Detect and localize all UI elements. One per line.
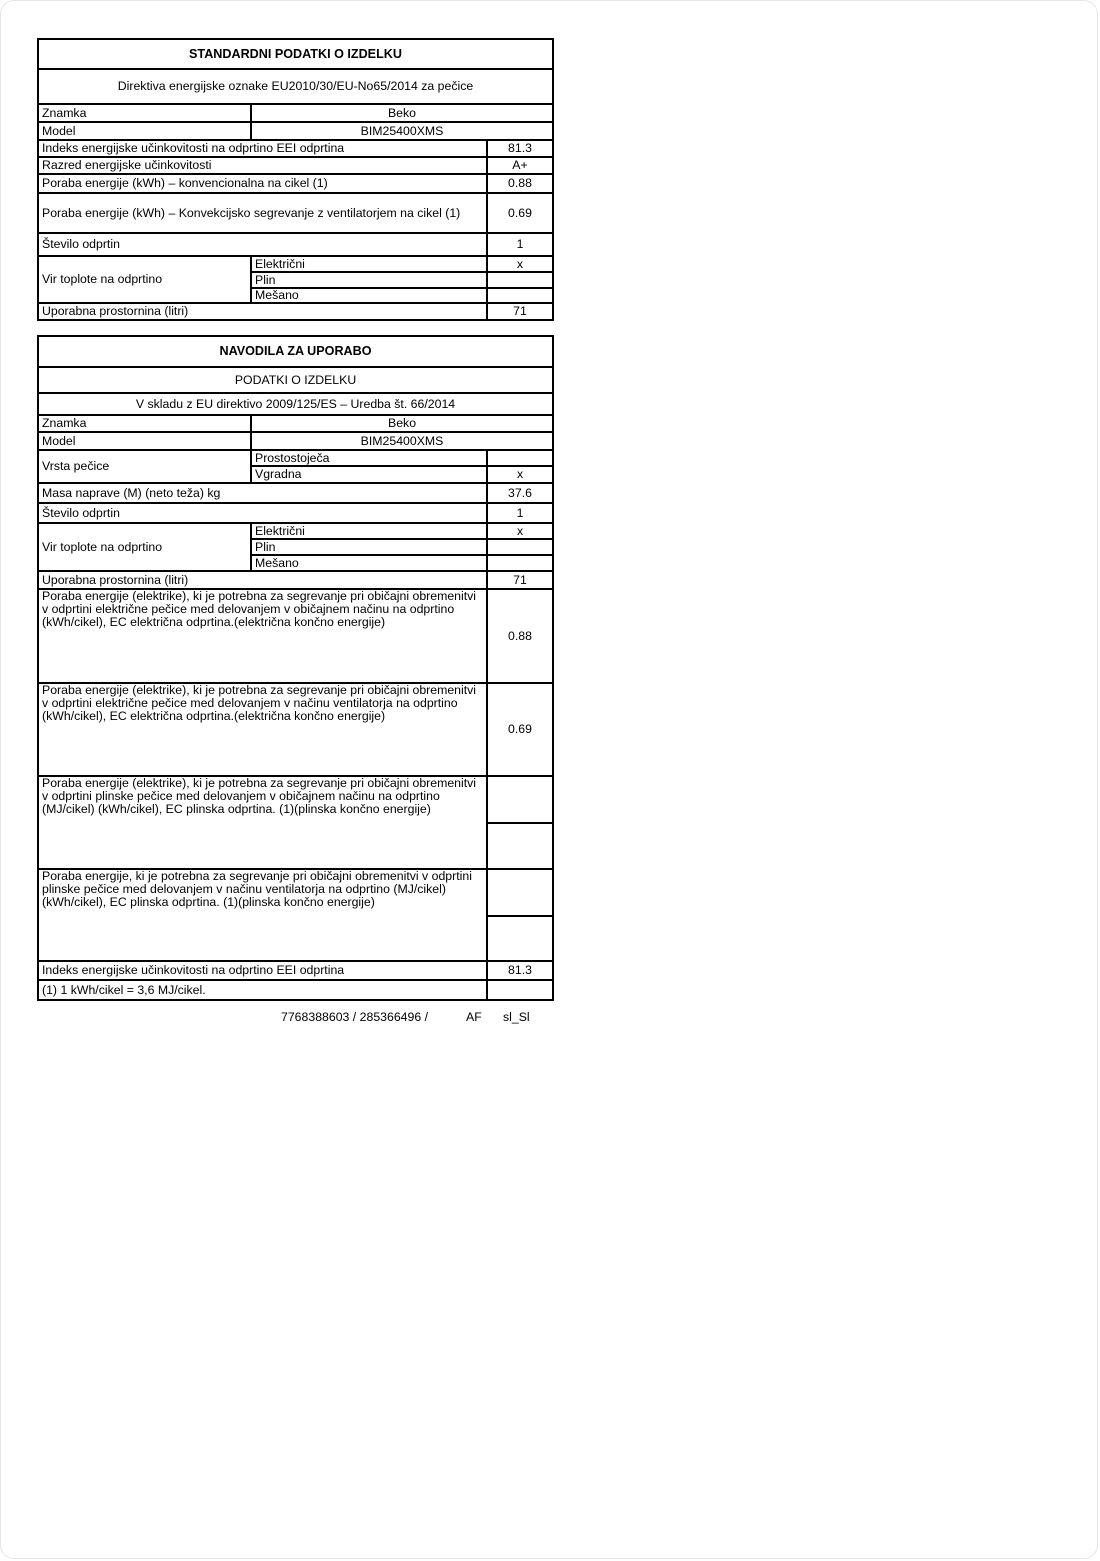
volume-value: 71 <box>487 303 553 320</box>
brand-label: Znamka <box>38 415 251 432</box>
footnote-value <box>487 980 553 1000</box>
ec-electric-conventional-label: Poraba energije (elektrike), ki je potrebna za segrevanje pri običajni obremenitvi v odprtini električne pečice med delovanjem v običajnem načinu na odprtino (kWh/cikel), EC električna odprtina.(električna končno energije) <box>38 589 487 683</box>
model-label: Model <box>38 122 251 140</box>
volume-label: Uporabna prostornina (litri) <box>38 571 487 589</box>
oven-type-freestanding-mark <box>487 450 553 466</box>
heat-source-gas: Plin <box>251 539 487 555</box>
heat-source-electric: Električni <box>251 523 487 539</box>
heat-source-mixed-mark <box>487 555 553 571</box>
fan-consumption-value: 0.69 <box>487 193 553 233</box>
fan-consumption-label: Poraba energije (kWh) – Konvekcijsko segrevanje z ventilatorjem na cikel (1) <box>38 193 487 233</box>
ec-electric-fan-label: Poraba energije (elektrike), ki je potrebna za segrevanje pri običajni obremenitvi v odprtini električne pečice med delovanjem v načinu ventilatorja na odprtino (kWh/cikel), EC električna odprtina.(električna končno energije) <box>38 683 487 776</box>
model-value: BIM25400XMS <box>251 432 553 450</box>
instructions-title: NAVODILA ZA UPORABO <box>38 336 553 367</box>
ec-gas-fan-kwh-value <box>487 916 553 961</box>
cavities-label: Število odprtin <box>38 233 487 256</box>
heat-source-gas-mark <box>487 272 553 288</box>
eei-value: 81.3 <box>487 961 553 980</box>
ec-gas-fan-label: Poraba energije, ki je potrebna za segrevanje pri običajni obremenitvi v odprtini plinske pečice med delovanjem v načinu ventilatorja na odprtino (MJ/cikel) (kWh/cikel), EC plinska odprtina. (1)(plinska končno energije) <box>38 869 487 961</box>
heat-source-electric-mark: x <box>487 256 553 272</box>
mass-label: Masa naprave (M) (neto teža) kg <box>38 483 487 503</box>
energy-class-label: Razred energijske učinkovitosti <box>38 157 487 174</box>
eei-label: Indeks energijske učinkovitosti na odprtino EEI odprtina <box>38 961 487 980</box>
model-label: Model <box>38 432 251 450</box>
cavities-value: 1 <box>487 503 553 523</box>
ec-gas-conventional-kwh-value <box>487 823 553 869</box>
volume-value: 71 <box>487 571 553 589</box>
standard-directive: Direktiva energijske oznake EU2010/30/EU-No65/2014 za pečice <box>38 69 553 104</box>
instructions-table <box>37 335 554 1001</box>
cavities-label: Število odprtin <box>38 503 487 523</box>
conventional-consumption-value: 0.88 <box>487 174 553 193</box>
mass-value: 37.6 <box>487 483 553 503</box>
heat-source-mixed-mark <box>487 288 553 303</box>
ec-gas-conventional-label: Poraba energije (elektrike), ki je potrebna za segrevanje pri običajni obremenitvi v odprtini plinske pečice med delovanjem v običajnem načinu na odprtino (MJ/cikel) (kWh/cikel), EC plinska odprtina. (1)(plinska končno energije) <box>38 776 487 869</box>
volume-label: Uporabna prostornina (litri) <box>38 303 487 320</box>
document-codes: 7768388603 / 285366496 / <box>281 1010 429 1024</box>
standard-title: STANDARDNI PODATKI O IZDELKU <box>38 39 553 69</box>
heat-source-electric-mark: x <box>487 523 553 539</box>
oven-type-freestanding: Prostostoječa <box>251 450 487 466</box>
eei-label: Indeks energijske učinkovitosti na odprtino EEI odprtina <box>38 140 487 157</box>
heat-source-label: Vir toplote na odprtino <box>38 523 251 571</box>
heat-source-gas-mark <box>487 539 553 555</box>
heat-source-electric: Električni <box>251 256 487 272</box>
footnote: (1) 1 kWh/cikel = 3,6 MJ/cikel. <box>38 980 487 1000</box>
oven-type-builtin-mark: x <box>487 466 553 483</box>
ec-gas-fan-mj-value <box>487 869 553 916</box>
heat-source-label: Vir toplote na odprtino <box>38 256 251 303</box>
regulation-text: V skladu z EU direktivo 2009/125/ES – Uredba št. 66/2014 <box>38 393 553 415</box>
af-mark: AF <box>466 1010 482 1024</box>
product-info-subtitle: PODATKI O IZDELKU <box>38 367 553 393</box>
brand-label: Znamka <box>38 104 251 122</box>
oven-type-builtin: Vgradna <box>251 466 487 483</box>
brand-value: Beko <box>251 415 553 432</box>
oven-type-label: Vrsta pečice <box>38 450 251 483</box>
heat-source-mixed: Mešano <box>251 555 487 571</box>
eei-value: 81.3 <box>487 140 553 157</box>
heat-source-gas: Plin <box>251 272 487 288</box>
brand-value: Beko <box>251 104 553 122</box>
model-value: BIM25400XMS <box>251 122 553 140</box>
heat-source-mixed: Mešano <box>251 288 487 303</box>
energy-class-value: A+ <box>487 157 553 174</box>
ec-gas-conventional-mj-value <box>487 776 553 823</box>
standard-product-data-table <box>37 38 554 321</box>
cavities-value: 1 <box>487 233 553 256</box>
locale-code: sl_Sl <box>503 1010 530 1024</box>
ec-electric-fan-value: 0.69 <box>487 683 553 776</box>
ec-electric-conventional-value: 0.88 <box>487 589 553 683</box>
conventional-consumption-label: Poraba energije (kWh) – konvencionalna na cikel (1) <box>38 174 487 193</box>
